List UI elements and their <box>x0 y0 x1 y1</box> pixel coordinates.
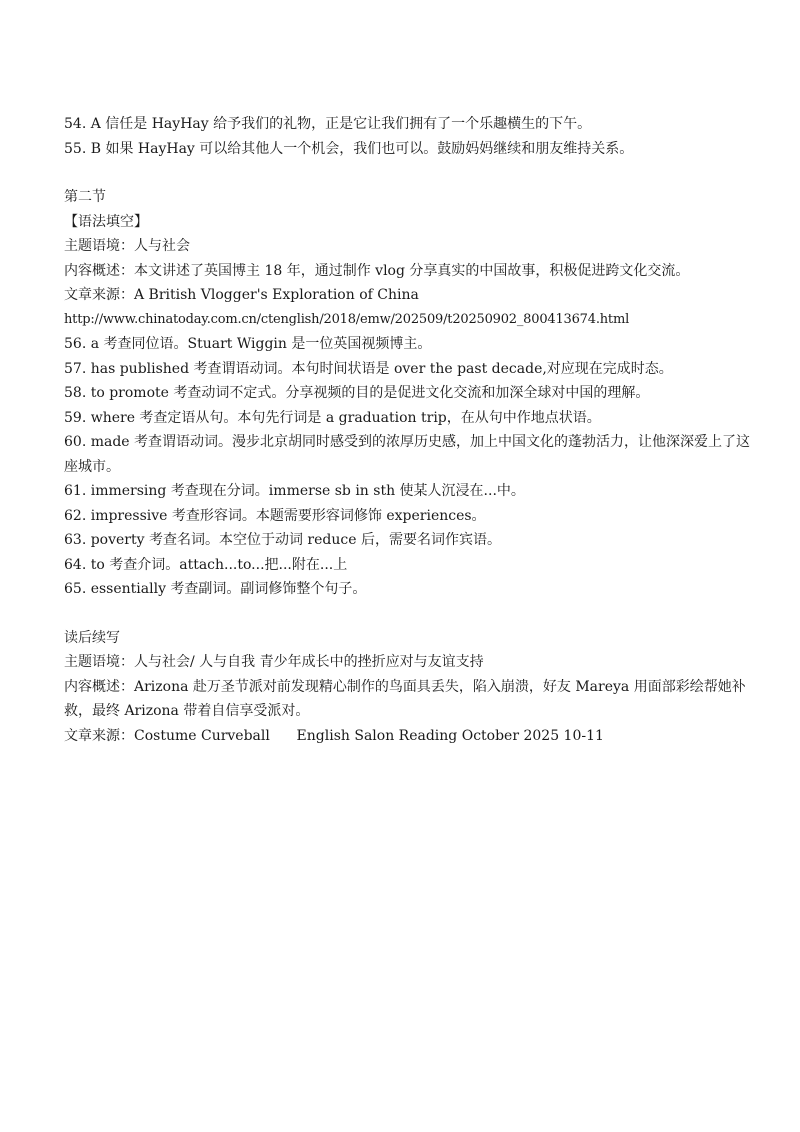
section-gap <box>64 602 754 626</box>
section2-url: http://www.chinatoday.com.cn/ctenglish/2018/emw/202509/t20250902_800413674.html <box>64 311 630 327</box>
answer-key-page <box>64 112 754 748</box>
answer-62: 62. impressive 考查形容词。本题需要形容词修饰 experiences。 <box>64 507 486 524</box>
section2-theme: 主题语境：人与社会 <box>64 238 190 254</box>
answer-59: 59. where 考查定语从句。本句先行词是 a graduation trip，在从句中作地点状语。 <box>64 409 601 426</box>
answer-54: 54. A 信任是 HayHay 给予我们的礼物，正是它让我们拥有了一个乐趣横生的下午。 <box>64 116 592 132</box>
section2-subheading: 【语法填空】 <box>64 213 148 230</box>
answer-58: 58. to promote 考查动词不定式。分享视频的目的是促进文化交流和加深全球对中国的理解。 <box>64 385 650 401</box>
section2-source: 文章来源：A British Vlogger's Exploration of China <box>64 287 419 303</box>
section3-source: 文章来源：Costume Curveball English Salon Reading October 2025 10-11 <box>64 727 604 744</box>
section3-theme: 主题语境：人与社会/ 人与自我 青少年成长中的挫折应对与友谊支持 <box>64 654 484 670</box>
answer-55: 55. B 如果 HayHay 可以给其他人一个机会，我们也可以。鼓励妈妈继续和朋友维持关系。 <box>64 140 634 157</box>
answer-60: 60. made 考查谓语动词。漫步北京胡同时感受到的浓厚历史感，加上中国文化的蓬勃活力，让他深深爱上了这座城市。 <box>64 434 751 475</box>
section2-summary: 内容概述：本文讲述了英国博主 18 年，通过制作 vlog 分享真实的中国故事，积极促进跨文化交流。 <box>64 262 690 279</box>
answer-61: 61. immersing 考查现在分词。immerse sb in sth 使某人沉浸在...中。 <box>64 483 525 499</box>
section2-heading: 第二节 <box>64 189 106 205</box>
section3-summary: 内容概述：Arizona 赴万圣节派对前发现精心制作的鸟面具丢失，陷入崩溃，好友 Mareya 用面部彩绘帮她补救，最终 Arizona 带着自信享受派对。 <box>64 678 746 719</box>
answer-63: 63. poverty 考查名词。本空位于动词 reduce 后，需要名词作宾语。 <box>64 532 501 548</box>
section3-heading: 读后续写 <box>64 629 120 646</box>
answer-65: 65. essentially 考查副词。副词修饰整个句子。 <box>64 581 367 597</box>
section-gap <box>64 161 754 185</box>
answer-57: 57. has published 考查谓语动词。本句时间状语是 over the past decade,对应现在完成时态。 <box>64 360 673 377</box>
answer-64: 64. to 考查介词。attach...to...把...附在...上 <box>64 556 348 573</box>
answer-56: 56. a 考查同位语。Stuart Wiggin 是一位英国视频博主。 <box>64 336 432 352</box>
